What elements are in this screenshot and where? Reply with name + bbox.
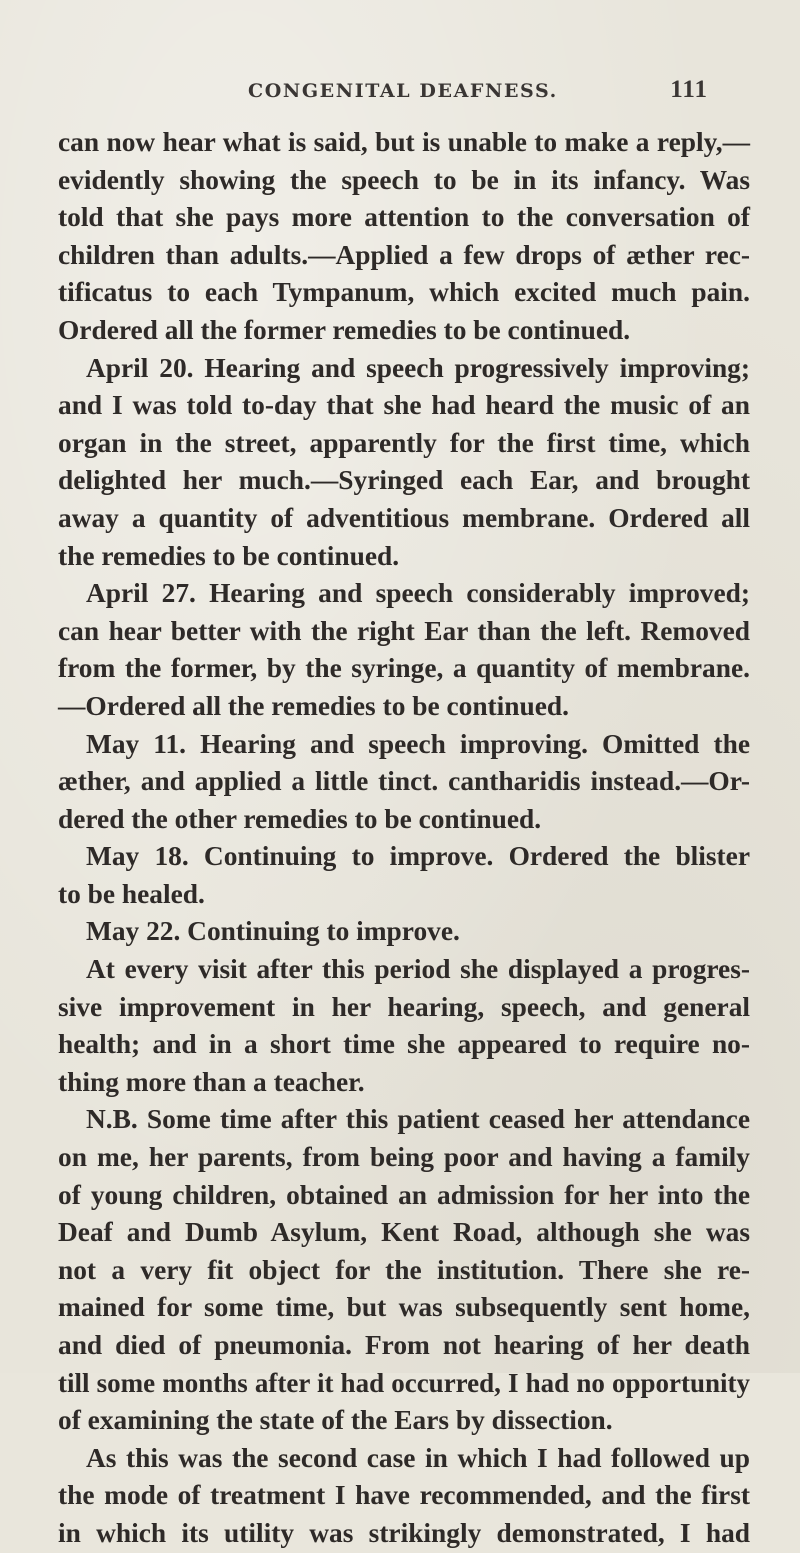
text-line: April 20. Hearing and speech progressively improving; bbox=[86, 352, 750, 383]
text-line: N.B. Some time after this patient ceased her attendance bbox=[86, 1104, 750, 1135]
text-line: April 27. Hearing and speech considerably improved; bbox=[86, 578, 750, 609]
text-line: of young children, obtained an admission for her into the bbox=[58, 1179, 750, 1210]
text-line: thing more than a teacher. bbox=[58, 1066, 365, 1097]
text-line: May 22. Continuing to improve. bbox=[86, 916, 460, 947]
text-line: can now hear what is said, but is unable to make a reply,— bbox=[58, 127, 750, 157]
text-line: mained for some time, but was subsequently sent home, bbox=[58, 1292, 750, 1323]
text-line: to be healed. bbox=[58, 878, 205, 909]
text-line: health; and in a short time she appeared to require no- bbox=[58, 1029, 750, 1060]
text-line: children than adults.—Applied a few drops of æther rec- bbox=[58, 239, 750, 270]
text-line: from the former, by the syringe, a quantity of membrane. bbox=[58, 653, 750, 684]
text-line: on me, her parents, from being poor and having a family bbox=[58, 1142, 750, 1173]
text-line: away a quantity of adventitious membrane. Ordered all bbox=[58, 502, 750, 533]
text-line: æther, and applied a little tinct. cantharidis instead.—Or- bbox=[58, 766, 750, 797]
page-number: 111 bbox=[670, 76, 708, 103]
text-line: dered the other remedies to be continued. bbox=[58, 803, 542, 834]
text-line: told that she pays more attention to the conversation of bbox=[58, 202, 750, 233]
text-line: May 11. Hearing and speech improving. Omitted the bbox=[86, 728, 750, 759]
text-line: of examining the state of the Ears by dissection. bbox=[58, 1405, 613, 1436]
text-line: evidently showing the speech to be in its infancy. Was bbox=[58, 164, 750, 195]
text-line: the mode of treatment I have recommended, and the first bbox=[58, 1480, 750, 1511]
text-line: sive improvement in her hearing, speech, and general bbox=[58, 991, 750, 1022]
running-head: CONGENITAL DEAFNESS. bbox=[248, 80, 558, 102]
text-line: not a very fit object for the institution. There she re- bbox=[58, 1254, 750, 1285]
text-line: Deaf and Dumb Asylum, Kent Road, although she was bbox=[58, 1217, 750, 1248]
text-line: till some months after it had occurred, I had no opportunity bbox=[58, 1367, 750, 1398]
text-line: in which its utility was strikingly demonstrated, I had bbox=[58, 1517, 750, 1548]
text-line: tificatus to each Tympanum, which excited much pain. bbox=[58, 277, 750, 308]
text-line: can hear better with the right Ear than the left. Removed bbox=[58, 615, 750, 646]
text-line: organ in the street, apparently for the first time, which bbox=[58, 427, 750, 458]
text-line: At every visit after this period she displayed a progres- bbox=[86, 954, 750, 985]
text-line: delighted her much.—Syringed each Ear, and brought bbox=[58, 465, 750, 496]
text-line: and died of pneumonia. From not hearing of her death bbox=[58, 1330, 750, 1360]
text-line: and I was told to-day that she had heard the music of an bbox=[58, 390, 750, 421]
text-line: Ordered all the former remedies to be continued. bbox=[58, 314, 631, 345]
text-line: As this was the second case in which I had followed up bbox=[86, 1442, 750, 1473]
page-header bbox=[248, 76, 708, 110]
body-text bbox=[58, 124, 750, 1553]
text-line: May 18. Continuing to improve. Ordered the blister bbox=[86, 841, 750, 872]
text-line: the remedies to be continued. bbox=[58, 540, 400, 571]
text-line: —Ordered all the remedies to be continued. bbox=[58, 690, 569, 721]
